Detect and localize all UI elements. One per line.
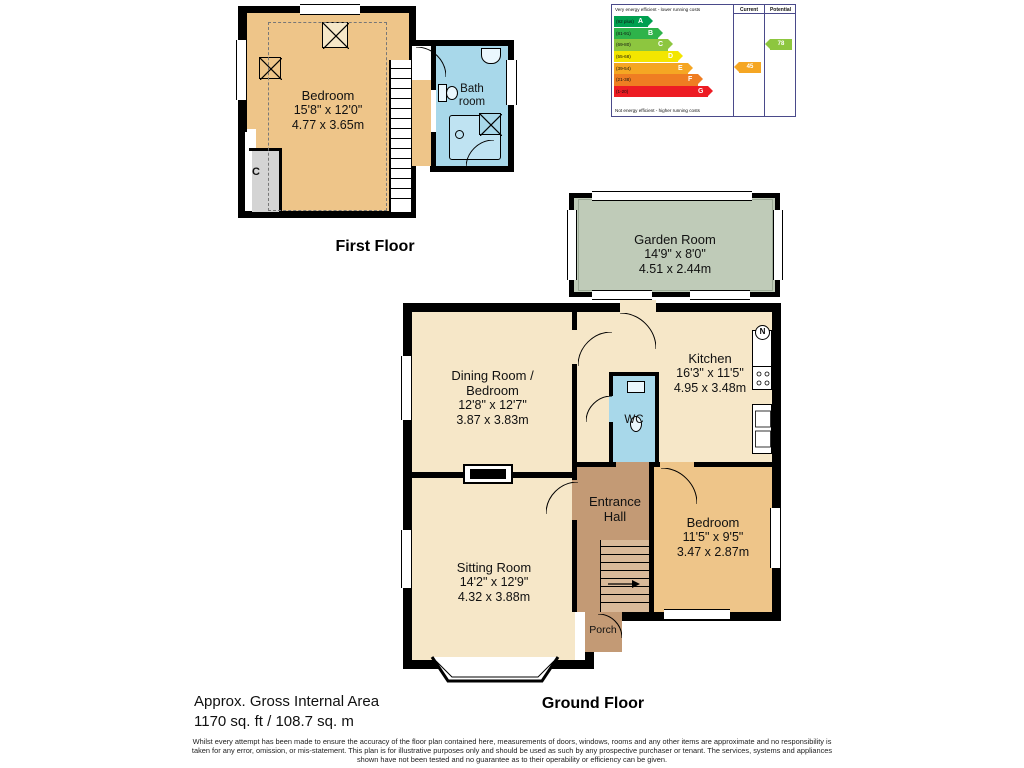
room-label-garden-room: Garden Room 14'9" x 8'0" 4.51 x 2.44m <box>634 232 716 276</box>
window <box>690 290 750 300</box>
ground-floor-title: Ground Floor <box>541 695 645 712</box>
epc-header-text: Very energy efficient - lower running costs <box>615 7 701 12</box>
epc-band-range: (55-68) <box>616 54 631 60</box>
bath-drain-icon <box>455 130 464 139</box>
doorway-gap <box>620 300 656 314</box>
epc-band <box>614 16 733 27</box>
epc-band-range: (21-38) <box>616 77 631 83</box>
window <box>567 210 577 280</box>
first-floor-title: First Floor <box>335 238 415 255</box>
disclaimer-text: Whilst every attempt has been made to ensure the accuracy of the floor plan contained here, measurements of doors, windows, rooms and any other items are approximate and no responsibility is taken for any error, omission, or mis-statement. This plan is for illustrative purposes only and should be used as such by any prospective purchaser or tenant. The services, systems and appliances shown have not been tested and no guarantee as to their operability or efficiency can be given. <box>191 737 833 765</box>
room-label-wc: WC <box>624 414 644 426</box>
room-label-bedroom-first: Bedroom 15'8" x 12'0" 4.77 x 3.65m <box>291 88 365 132</box>
hall-staircase <box>600 540 649 612</box>
epc-band-range: (92 plus) <box>616 19 634 24</box>
wall <box>238 211 416 218</box>
room-label-porch: Porch <box>589 624 617 636</box>
compass-icon: N <box>755 325 770 340</box>
epc-band-range: (1-20) <box>616 89 629 95</box>
epc-band-letter: C <box>658 41 664 49</box>
epc-band-letter: B <box>648 29 654 37</box>
epc-band <box>614 63 733 74</box>
epc-band <box>614 86 733 97</box>
epc-potential-marker: 78 <box>770 39 792 50</box>
room-label-sitting-room: Sitting Room 14'2" x 12'9" 4.32 x 3.88m <box>456 560 532 604</box>
window <box>592 290 652 300</box>
epc-band-range: (69-80) <box>616 42 631 48</box>
epc-band <box>614 39 733 50</box>
window <box>300 4 360 15</box>
epc-chart <box>611 4 796 117</box>
window <box>773 210 783 280</box>
epc-rating-columns <box>733 5 795 116</box>
roof-window-icon <box>479 113 501 135</box>
epc-band <box>614 74 733 85</box>
epc-band-range: (81-91) <box>616 30 631 36</box>
room-label-kitchen: Kitchen 16'3" x 11'5" 4.95 x 3.48m <box>673 351 747 395</box>
epc-band <box>614 51 733 62</box>
epc-band-range: (39-54) <box>616 65 631 71</box>
epc-band-letter: F <box>688 76 693 84</box>
epc-column-potential <box>765 5 796 116</box>
gross-internal-area: Approx. Gross Internal Area 1170 sq. ft / 108.7 sq. m <box>194 693 380 730</box>
epc-column-potential-label: Potential <box>765 5 796 14</box>
room-label-bathroom: Bath room <box>458 83 486 108</box>
room-label-bedroom-ground: Bedroom 11'5" x 9'5" 3.47 x 2.87m <box>676 515 750 559</box>
window <box>664 609 730 620</box>
window <box>592 191 752 201</box>
basin-icon <box>481 48 501 64</box>
wall <box>238 122 245 218</box>
epc-band-letter: D <box>668 53 674 61</box>
kitchen-sink-icon <box>752 404 772 454</box>
stair-treads <box>391 62 411 212</box>
room-label-entrance-hall: Entrance Hall <box>588 494 642 524</box>
window <box>506 60 517 105</box>
epc-band-letter: E <box>678 64 683 72</box>
epc-band-letter: G <box>698 88 704 96</box>
epc-footer-text: Not energy efficient - higher running costs <box>615 108 700 113</box>
epc-current-marker: 45 <box>739 62 761 73</box>
epc-band-letter: A <box>638 18 644 25</box>
doorway-gap <box>616 462 649 468</box>
room-label-dining-bedroom: Dining Room / Bedroom 12'8" x 12'7" 3.87 x 3.83m <box>451 368 534 427</box>
epc-bands <box>614 16 733 98</box>
epc-column-current-label: Current <box>734 5 764 14</box>
wall <box>403 303 781 312</box>
epc-column-current <box>734 5 765 116</box>
fireplace-hearth-icon <box>470 469 506 479</box>
epc-band <box>614 28 733 39</box>
cupboard-label: C <box>252 166 260 178</box>
